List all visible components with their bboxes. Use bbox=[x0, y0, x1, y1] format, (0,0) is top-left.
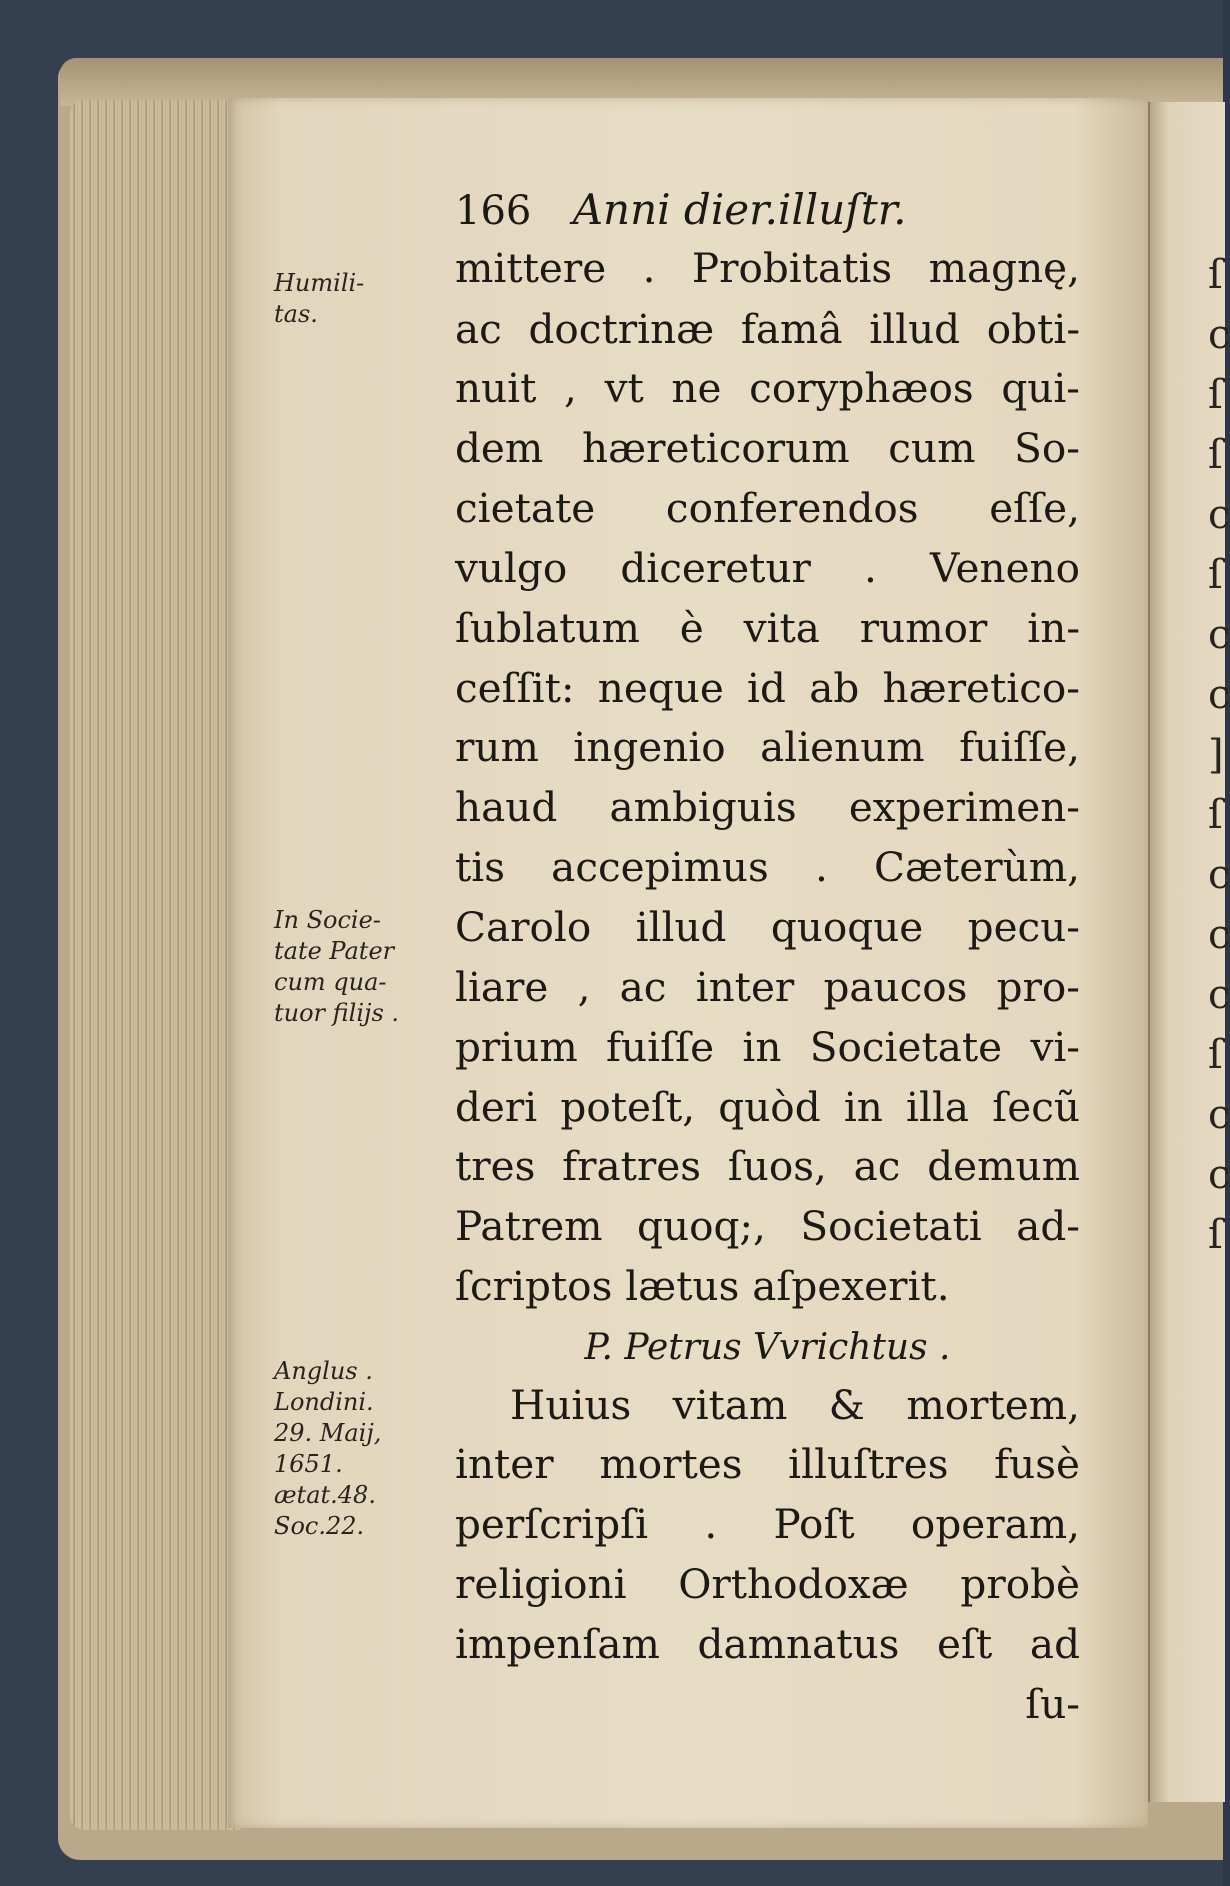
facing-page-letter: ſ bbox=[1208, 552, 1223, 598]
text-line: impenſam damnatus eſt ad bbox=[455, 1620, 1080, 1668]
facing-page-letter: ſ bbox=[1208, 792, 1223, 838]
text-line: Huius vitam & mortem, bbox=[510, 1381, 1080, 1429]
margin-note bbox=[274, 268, 424, 330]
facing-page-letter: c bbox=[1208, 1152, 1230, 1198]
text-line: prium fuiſſe in Societate vi- bbox=[455, 1023, 1080, 1071]
text-line: Patrem quoq;, Societati ad- bbox=[455, 1202, 1080, 1250]
text-line: dem hæreticorum cum So- bbox=[455, 424, 1080, 472]
facing-page-letter: c bbox=[1208, 912, 1230, 958]
margin-note-line: Londini. bbox=[274, 1388, 374, 1416]
text-line: P. Petrus Vvrichtus . bbox=[584, 1327, 951, 1368]
text-line: ſcriptos lætus aſpexerit. bbox=[455, 1262, 950, 1310]
text-line: tres fratres ſuos, ac demum bbox=[455, 1142, 1080, 1190]
facing-page-letter: ſ bbox=[1208, 432, 1223, 478]
facing-page-letter: c bbox=[1208, 612, 1230, 658]
text-line: rum ingenio alienum fuiſſe, bbox=[455, 723, 1080, 771]
facing-page-letter: ſ bbox=[1208, 252, 1223, 298]
margin-note-line: Soc.22. bbox=[274, 1512, 365, 1540]
margin-note-line: Anglus . bbox=[274, 1357, 373, 1385]
facing-page-letter: c bbox=[1208, 972, 1230, 1018]
facing-page-letter: c bbox=[1208, 1092, 1230, 1138]
text-line: mittere . Probitatis magnę, bbox=[455, 244, 1080, 292]
facing-page-letter: c bbox=[1208, 852, 1230, 898]
facing-page-letter: c bbox=[1208, 672, 1230, 718]
text-line: nuit , vt ne coryphæos qui- bbox=[455, 364, 1080, 412]
page-number: 166 bbox=[455, 188, 532, 234]
facing-page-letter: ] bbox=[1208, 732, 1224, 778]
text-line: ſublatum è vita rumor in- bbox=[455, 604, 1080, 652]
text-line: ceſſit: neque id ab hæretico- bbox=[455, 664, 1080, 712]
margin-note-line: In Socie- bbox=[274, 906, 381, 934]
text-line: liare , ac inter paucos pro- bbox=[455, 963, 1080, 1011]
running-title: Anni dier.illuſtr. bbox=[572, 185, 907, 234]
margin-note-line: tas. bbox=[274, 300, 318, 328]
margin-note-line: ætat.48. bbox=[274, 1481, 376, 1509]
margin-note-line: tuor filijs . bbox=[274, 999, 400, 1027]
text-line: ſu- bbox=[1025, 1680, 1080, 1728]
text-line: cietate conferendos eſſe, bbox=[455, 484, 1080, 532]
text-line: haud ambiguis experimen- bbox=[455, 783, 1080, 831]
margin-note-line: cum qua- bbox=[274, 968, 387, 996]
margin-note-line: Humili- bbox=[274, 269, 365, 297]
text-line: inter mortes illuſtres fusè bbox=[455, 1440, 1080, 1488]
facing-page-letter: ſ bbox=[1208, 1212, 1223, 1258]
margin-note-line: 1651. bbox=[274, 1450, 343, 1478]
text-line: religioni Orthodoxæ probè bbox=[455, 1560, 1080, 1608]
margin-note-line: tate Pater bbox=[274, 937, 395, 965]
text-line: tis accepimus . Cæterùm, bbox=[455, 843, 1080, 891]
facing-page-letter: c bbox=[1208, 312, 1230, 358]
facing-page-letter: ſ bbox=[1208, 1032, 1223, 1078]
text-line: Carolo illud quoque pecu- bbox=[455, 903, 1080, 951]
page-edges bbox=[70, 100, 240, 1830]
margin-note bbox=[274, 1356, 424, 1542]
margin-note bbox=[274, 905, 424, 1029]
text-line: vulgo diceretur . Veneno bbox=[455, 544, 1080, 592]
margin-note-line: 29. Maij, bbox=[274, 1419, 382, 1447]
text-line: ac doctrinæ famâ illud obti- bbox=[455, 305, 1080, 353]
text-line: deri poteſt, quòd in illa ſecũ bbox=[455, 1083, 1080, 1131]
facing-page-letter: c bbox=[1208, 492, 1230, 538]
facing-page-letter: ſ bbox=[1208, 372, 1223, 418]
text-line: perſcripſi . Poſt operam, bbox=[455, 1500, 1080, 1548]
